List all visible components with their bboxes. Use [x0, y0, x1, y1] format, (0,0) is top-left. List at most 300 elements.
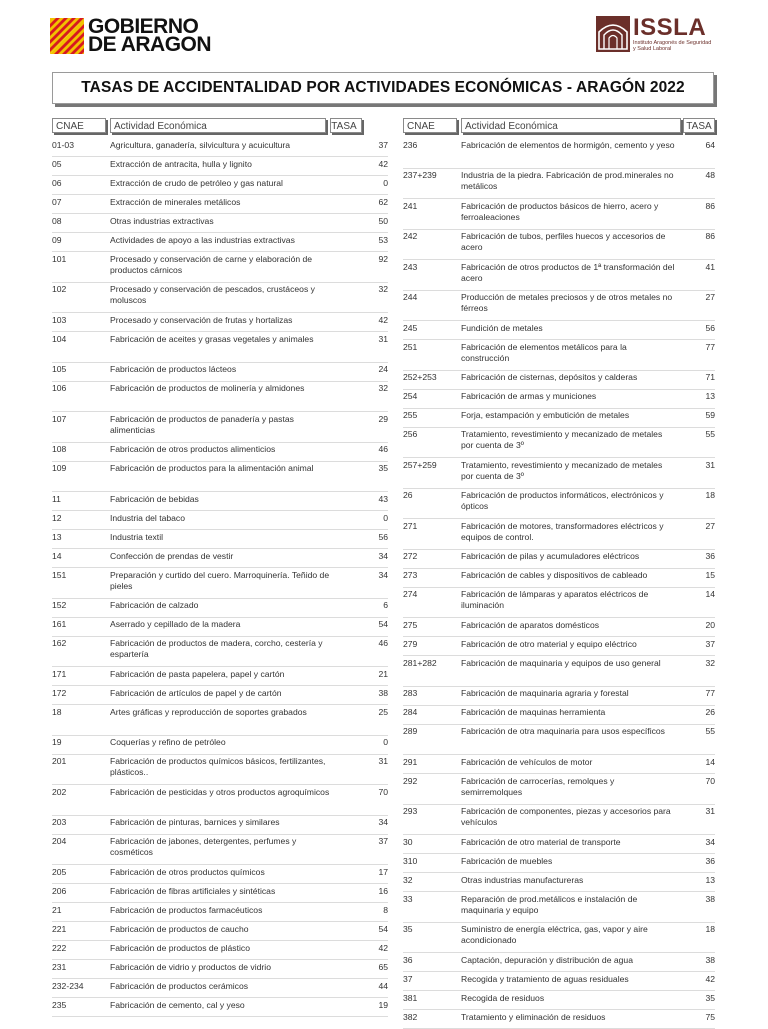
table-row — [403, 199, 715, 230]
accident-rate: 15 — [705, 570, 715, 580]
table-row — [52, 138, 388, 157]
cnae-code: 244 — [403, 292, 418, 302]
table-row — [403, 458, 715, 489]
table-row — [403, 371, 715, 390]
cnae-code: 18 — [52, 706, 62, 717]
accident-rate: 46 — [378, 444, 388, 454]
table-row — [403, 923, 715, 954]
cnae-code: 245 — [403, 322, 418, 333]
table-row — [52, 755, 388, 786]
activity-name: Fabricación de calzado — [110, 600, 199, 610]
left-table-header — [52, 118, 388, 135]
accident-rate: 59 — [705, 410, 715, 420]
activity-name: Fabricación de productos informáticos, electrónicos y ópticos — [461, 490, 664, 511]
activity-name: Tratamiento, revestimiento y mecanizado de metales por cuenta de 3º — [461, 459, 663, 481]
activity-name: Fabricación de productos lácteos — [110, 364, 237, 374]
table-row — [52, 176, 388, 195]
document-title: TASAS DE ACCIDENTALIDAD POR ACTIVIDADES ECONÓMICAS - ARAGÓN 2022 — [81, 79, 685, 96]
accident-rate: 27 — [705, 520, 715, 531]
accident-rate: 55 — [705, 429, 715, 439]
activity-name: Fabricación de lámparas y aparatos eléctricos de iluminación — [461, 589, 649, 610]
table-row — [403, 340, 715, 371]
activity-name: Industria de la piedra. Fabricación de prod.minerales no metálicos — [461, 170, 674, 191]
cnae-code: 257+259 — [403, 459, 437, 470]
cnae-code: 293 — [403, 806, 418, 816]
table-row — [52, 492, 388, 511]
cnae-code: 274 — [403, 589, 418, 599]
table-row — [52, 637, 388, 668]
activity-name: Extracción de antracita, hulla y lignito — [110, 158, 252, 169]
table-row — [403, 169, 715, 200]
accident-rate: 71 — [705, 372, 715, 382]
accident-rate: 34 — [705, 836, 715, 847]
table-row — [52, 195, 388, 214]
header-rate: TASA — [683, 118, 715, 133]
cnae-code: 102 — [52, 284, 67, 294]
activity-name: Procesado y conservación de carne y elaboración de productos cárnicos — [110, 253, 313, 275]
table-row — [403, 892, 715, 923]
activity-name: Fabricación de productos cerámicos — [110, 980, 249, 991]
table-row — [52, 979, 388, 998]
table-row — [403, 873, 715, 892]
table-row — [403, 618, 715, 637]
accident-rate: 16 — [378, 885, 388, 896]
accident-rate: 34 — [378, 569, 388, 580]
table-row — [52, 736, 388, 755]
header-cnae: CNAE — [52, 118, 106, 133]
cnae-code: 103 — [52, 314, 67, 325]
activity-name: Fabricación de muebles — [461, 855, 553, 866]
accident-rate: 8 — [383, 904, 388, 915]
activity-name: Coquerías y refino de petróleo — [110, 737, 226, 747]
activity-name: Fabricación de jabones, detergentes, perfumes y cosméticos — [110, 836, 297, 857]
cnae-code: 252+253 — [403, 372, 437, 382]
accident-rate: 92 — [378, 253, 388, 264]
table-row — [403, 991, 715, 1010]
cnae-code: 172 — [52, 687, 67, 698]
table-row — [403, 774, 715, 805]
cnae-code: 202 — [52, 786, 67, 797]
activity-name: Fabricación de vehículos de motor — [461, 756, 593, 767]
table-row — [52, 568, 388, 599]
accident-rate: 29 — [378, 413, 388, 424]
issla-name: ISSLA — [633, 14, 707, 41]
activity-name: Reparación de prod.metálicos e instalación de maquinaria y equipo — [461, 893, 638, 915]
cnae-code: 273 — [403, 570, 418, 580]
accident-rate: 38 — [705, 954, 715, 965]
activity-name: Aserrado y cepillado de la madera — [110, 619, 241, 629]
activity-name: Fabricación de maquinas herramienta — [461, 707, 606, 717]
cnae-code: 231 — [52, 961, 67, 972]
accident-rate: 56 — [378, 531, 388, 542]
table-row — [52, 332, 388, 363]
activity-name: Captación, depuración y distribución de agua — [461, 954, 633, 965]
accident-rate: 35 — [705, 992, 715, 1003]
accident-rate: 46 — [378, 638, 388, 648]
activity-name: Fabricación de maquinaria y equipos de uso general — [461, 657, 661, 668]
accident-rate: 36 — [705, 855, 715, 866]
issla-subtitle: Instituto Aragonés de Seguridad y Salud Laboral — [633, 40, 712, 52]
accident-rate: 37 — [378, 836, 388, 846]
activity-name: Fabricación de productos de caucho — [110, 923, 249, 934]
cnae-code: 204 — [52, 836, 67, 846]
cnae-code: 36 — [403, 954, 413, 965]
activity-name: Fabricación de pesticidas y otros productos agroquímicos — [110, 786, 330, 797]
table-row — [403, 953, 715, 972]
cnae-code: 241 — [403, 200, 418, 211]
activity-name: Fabricación de cables y dispositivos de cableado — [461, 570, 648, 580]
cnae-code: 107 — [52, 413, 67, 424]
cnae-code: 06 — [52, 177, 62, 188]
cnae-code: 243 — [403, 261, 418, 272]
accident-rate: 36 — [705, 551, 715, 561]
accident-rate: 0 — [383, 512, 388, 523]
cnae-code: 232-234 — [52, 980, 84, 991]
activity-name: Tratamiento, revestimiento y mecanizado de metales por cuenta de 3º — [461, 429, 663, 450]
table-row — [52, 412, 388, 443]
cnae-code: 08 — [52, 215, 62, 226]
table-row — [52, 283, 388, 314]
cnae-code: 35 — [403, 924, 413, 934]
cnae-code: 381 — [403, 992, 418, 1003]
table-row — [52, 922, 388, 941]
cnae-code: 272 — [403, 551, 418, 561]
table-row — [52, 462, 388, 493]
accident-rate: 50 — [378, 215, 388, 226]
cnae-code: 161 — [52, 619, 67, 629]
table-row — [52, 705, 388, 736]
accident-rate: 13 — [705, 391, 715, 401]
cnae-code: 12 — [52, 512, 62, 523]
cnae-code: 105 — [52, 364, 67, 374]
activity-name: Fabricación de vidrio y productos de vidrio — [110, 961, 271, 972]
accident-rate: 53 — [378, 234, 388, 245]
activity-name: Agricultura, ganadería, silvicultura y acuicultura — [110, 139, 291, 150]
activity-name: Fabricación de pasta papelera, papel y cartón — [110, 668, 285, 679]
activity-name: Fundición de metales — [461, 322, 543, 333]
issla-logo — [596, 16, 713, 56]
right-table — [403, 118, 715, 1029]
activity-name: Fabricación de elementos de hormigón, cemento y yeso — [461, 139, 675, 150]
cnae-code: 255 — [403, 410, 418, 420]
activity-name: Forja, estampación y embutición de metales — [461, 410, 630, 420]
accident-rate: 32 — [705, 657, 715, 668]
activity-name: Extracción de minerales metálicos — [110, 196, 241, 207]
activity-name: Fabricación de armas y municiones — [461, 391, 597, 401]
activity-name: Fabricación de productos farmacéuticos — [110, 904, 263, 915]
left-table — [52, 118, 388, 1017]
activity-name: Fabricación de aparatos domésticos — [461, 619, 600, 630]
table-row — [52, 998, 388, 1017]
table-row — [403, 291, 715, 322]
table-row — [52, 214, 388, 233]
accident-rate: 6 — [383, 600, 388, 610]
cnae-code: 26 — [403, 490, 413, 500]
table-row — [403, 854, 715, 873]
activity-name: Fabricación de artículos de papel y de cartón — [110, 687, 282, 698]
activity-name: Fabricación de pinturas, barnices y similares — [110, 817, 280, 827]
cnae-code: 11 — [52, 493, 61, 504]
cnae-code: 162 — [52, 638, 67, 648]
cnae-code: 310 — [403, 855, 418, 866]
table-row — [52, 443, 388, 462]
accident-rate: 38 — [705, 893, 715, 904]
accident-rate: 62 — [378, 196, 388, 207]
table-row — [52, 785, 388, 816]
table-row — [52, 233, 388, 252]
accident-rate: 77 — [705, 341, 715, 352]
accident-rate: 75 — [705, 1011, 715, 1022]
cnae-code: 152 — [52, 600, 67, 610]
activity-name: Fabricación de productos de panadería y pastas alimenticias — [110, 413, 294, 435]
accident-rate: 19 — [378, 999, 388, 1010]
cnae-code: 275 — [403, 619, 418, 630]
activity-name: Fabricación de otra maquinaria para usos específicos — [461, 726, 665, 736]
accident-rate: 31 — [705, 459, 715, 470]
cnae-code: 222 — [52, 942, 67, 953]
activity-name: Industria del tabaco — [110, 512, 186, 523]
table-row — [52, 884, 388, 903]
header-rate: TASA — [330, 118, 362, 133]
table-row — [52, 511, 388, 530]
cnae-code: 237+239 — [403, 170, 437, 180]
accident-rate: 64 — [705, 139, 715, 150]
table-row — [403, 637, 715, 656]
table-row — [403, 687, 715, 706]
table-row — [403, 588, 715, 619]
activity-name: Fabricación de carrocerías, remolques y semirremolques — [461, 775, 615, 797]
accident-rate: 18 — [705, 924, 715, 934]
activity-name: Tratamiento y eliminación de residuos — [461, 1011, 606, 1022]
activity-name: Recogida de residuos — [461, 992, 545, 1003]
table-row — [403, 428, 715, 459]
table-row — [403, 706, 715, 725]
cnae-code: 14 — [52, 550, 62, 561]
table-row — [52, 960, 388, 979]
table-row — [52, 530, 388, 549]
accident-rate: 54 — [378, 619, 388, 629]
page-header — [0, 0, 768, 70]
cnae-code: 109 — [52, 463, 67, 473]
table-row — [403, 260, 715, 291]
accident-rate: 24 — [378, 364, 388, 374]
cnae-code: 221 — [52, 923, 67, 934]
activity-name: Otras industrias manufactureras — [461, 874, 584, 885]
activity-name: Fabricación de productos de madera, corcho, cestería y espartería — [110, 638, 323, 659]
activity-name: Suministro de energía eléctrica, gas, vapor y aire acondicionado — [461, 924, 648, 945]
activity-name: Preparación y curtido del cuero. Marroquinería. Teñido de pieles — [110, 569, 330, 591]
cnae-code: 09 — [52, 234, 62, 245]
activity-name: Fabricación de cisternas, depósitos y calderas — [461, 372, 638, 382]
header-cnae: CNAE — [403, 118, 457, 133]
accident-rate: 42 — [378, 314, 388, 325]
activity-name: Fabricación de motores, transformadores eléctricos y equipos de control. — [461, 520, 664, 542]
cnae-code: 21 — [52, 904, 62, 915]
accident-rate: 41 — [705, 261, 715, 272]
table-row — [403, 321, 715, 340]
accident-rate: 25 — [378, 706, 388, 717]
accident-rate: 42 — [378, 158, 388, 169]
cnae-code: 01-03 — [52, 139, 74, 150]
issla-emblem-icon — [596, 16, 630, 52]
table-row — [52, 903, 388, 922]
accident-rate: 0 — [383, 737, 388, 747]
activity-name: Fabricación de cemento, cal y yeso — [110, 999, 245, 1010]
activity-name: Recogida y tratamiento de aguas residuales — [461, 973, 629, 984]
table-row — [403, 972, 715, 991]
accident-rate: 26 — [705, 707, 715, 717]
accident-rate: 86 — [705, 231, 715, 241]
table-row — [403, 835, 715, 854]
cnae-code: 13 — [52, 531, 62, 542]
activity-name: Fabricación de productos básicos de hierro, acero y ferroaleaciones — [461, 200, 659, 222]
cnae-code: 108 — [52, 444, 67, 454]
accident-rate: 43 — [378, 493, 388, 504]
table-row — [403, 656, 715, 687]
accident-rate: 86 — [705, 200, 715, 211]
header-activity: Actividad Económica — [110, 118, 326, 133]
accident-rate: 35 — [378, 463, 388, 473]
activity-name: Fabricación de fibras artificiales y sintéticas — [110, 885, 276, 896]
table-row — [403, 409, 715, 428]
accident-rate: 18 — [705, 490, 715, 500]
table-row — [403, 390, 715, 409]
activity-name: Fabricación de pilas y acumuladores eléctricos — [461, 551, 640, 561]
cnae-code: 382 — [403, 1011, 418, 1022]
table-row — [52, 599, 388, 618]
accident-rate: 70 — [705, 775, 715, 786]
cnae-code: 271 — [403, 520, 418, 531]
activity-name: Industria textil — [110, 531, 164, 542]
activity-name: Otras industrias extractivas — [110, 215, 214, 226]
cnae-code: 242 — [403, 231, 418, 241]
accident-rate: 38 — [378, 687, 388, 698]
accident-rate: 44 — [378, 980, 388, 991]
activity-name: Fabricación de productos químicos básicos, fertilizantes, plásticos.. — [110, 756, 326, 777]
accident-rate: 0 — [383, 177, 388, 188]
accident-rate: 70 — [378, 786, 388, 797]
cnae-code: 292 — [403, 775, 418, 786]
right-table-header — [403, 118, 715, 135]
gobierno-aragon-logo — [50, 14, 211, 58]
accident-rate: 42 — [705, 973, 715, 984]
cnae-code: 206 — [52, 885, 67, 896]
accident-rate: 20 — [705, 619, 715, 630]
cnae-code: 256 — [403, 429, 418, 439]
table-row — [403, 725, 715, 756]
activity-name: Fabricación de componentes, piezas y accesorios para vehículos — [461, 806, 671, 827]
accident-rate: 27 — [705, 292, 715, 302]
accident-rate: 42 — [378, 942, 388, 953]
cnae-code: 07 — [52, 196, 62, 207]
table-row — [403, 1010, 715, 1029]
activity-name: Fabricación de otros productos químicos — [110, 866, 265, 877]
cnae-code: 283 — [403, 688, 418, 698]
accident-rate: 32 — [378, 383, 388, 393]
table-row — [52, 382, 388, 413]
cnae-code: 203 — [52, 817, 67, 827]
table-row — [403, 755, 715, 774]
cnae-code: 201 — [52, 756, 67, 766]
accident-rate: 56 — [705, 322, 715, 333]
accident-rate: 55 — [705, 726, 715, 736]
table-row — [403, 550, 715, 569]
activity-name: Fabricación de bebidas — [110, 493, 199, 504]
accident-rate: 77 — [705, 688, 715, 698]
cnae-code: 254 — [403, 391, 418, 401]
right-table-body — [403, 138, 715, 1029]
cnae-code: 19 — [52, 737, 62, 747]
table-row — [52, 252, 388, 283]
cnae-code: 281+282 — [403, 657, 437, 668]
table-row — [52, 667, 388, 686]
accident-rate: 65 — [378, 961, 388, 972]
cnae-code: 171 — [52, 668, 67, 679]
activity-name: Actividades de apoyo a las industrias extractivas — [110, 234, 295, 245]
cnae-code: 151 — [52, 569, 67, 580]
activity-name: Fabricación de aceites y grasas vegetales y animales — [110, 333, 314, 344]
accident-rate: 31 — [378, 756, 388, 766]
activity-name: Fabricación de otro material de transporte — [461, 836, 621, 847]
accident-rate: 48 — [705, 170, 715, 180]
left-table-body — [52, 138, 388, 1017]
cnae-code: 33 — [403, 893, 413, 904]
cnae-code: 101 — [52, 253, 67, 264]
activity-name: Producción de metales preciosos y de otros metales no férreos — [461, 292, 673, 313]
accident-rate: 34 — [378, 550, 388, 561]
table-row — [52, 865, 388, 884]
table-row — [403, 230, 715, 261]
document-title-box — [52, 72, 714, 104]
activity-name: Fabricación de tubos, perfiles huecos y accesorios de acero — [461, 231, 666, 252]
accident-rate: 13 — [705, 874, 715, 885]
table-row — [52, 549, 388, 568]
activity-name: Confección de prendas de vestir — [110, 550, 234, 561]
cnae-code: 289 — [403, 726, 418, 736]
cnae-code: 106 — [52, 383, 67, 393]
cnae-code: 291 — [403, 756, 418, 767]
activity-name: Fabricación de maquinaria agraria y forestal — [461, 688, 629, 698]
header-activity: Actividad Económica — [461, 118, 681, 133]
accident-rate: 31 — [378, 333, 388, 344]
activity-name: Fabricación de otros productos alimenticios — [110, 444, 276, 454]
activity-name: Procesado y conservación de frutas y hortalizas — [110, 314, 293, 325]
cnae-code: 236 — [403, 139, 418, 150]
table-row — [52, 363, 388, 382]
cnae-code: 251 — [403, 341, 418, 352]
accident-rate: 54 — [378, 923, 388, 934]
cnae-code: 205 — [52, 866, 67, 877]
aragon-flag-icon — [50, 18, 84, 54]
table-row — [403, 519, 715, 550]
cnae-code: 37 — [403, 973, 413, 984]
accident-rate: 37 — [705, 638, 715, 649]
accident-rate: 14 — [705, 589, 715, 599]
table-row — [52, 157, 388, 176]
activity-name: Fabricación de productos de plástico — [110, 942, 250, 953]
cnae-code: 279 — [403, 638, 418, 649]
cnae-code: 235 — [52, 999, 67, 1010]
cnae-code: 32 — [403, 874, 413, 885]
cnae-code: 104 — [52, 333, 67, 344]
accident-rate: 17 — [378, 866, 388, 877]
activity-name: Procesado y conservación de pescados, crustáceos y moluscos — [110, 284, 315, 305]
activity-name: Fabricación de otros productos de 1ª transformación del acero — [461, 261, 675, 283]
table-row — [52, 618, 388, 637]
logo-line-1: GOBIERNO — [88, 15, 199, 38]
table-row — [403, 569, 715, 588]
cnae-code: 30 — [403, 836, 413, 847]
